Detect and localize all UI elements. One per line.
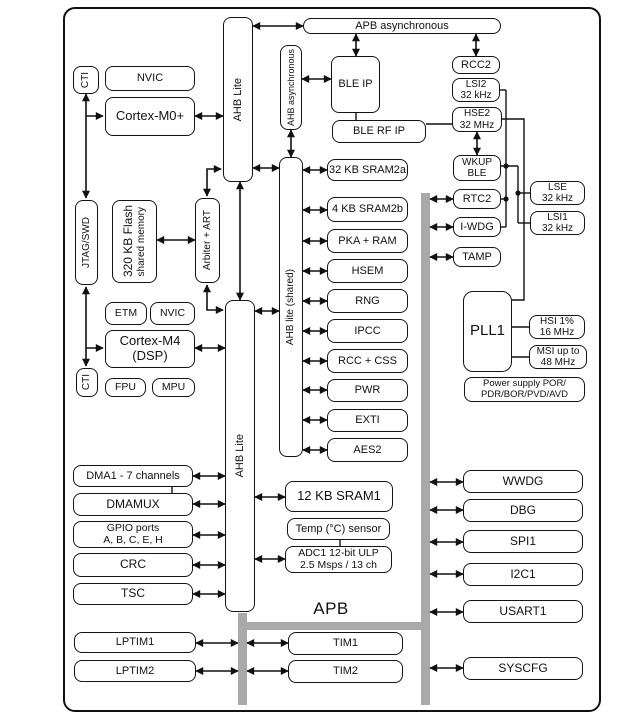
label: APB (313, 599, 349, 618)
block-wkup-ble (453, 155, 501, 181)
block-lptim2 (74, 660, 196, 682)
label: ETM (114, 306, 138, 319)
label: NVIC (136, 72, 164, 85)
label: DMA1 - 7 channels (86, 469, 180, 482)
apb-bus-bar-horizontal (238, 622, 430, 630)
label: JTAG/SWD (80, 217, 92, 268)
block-flash (112, 200, 157, 283)
label: Cortex-M0+ (115, 108, 185, 124)
label-line1: LSI1 (547, 211, 568, 223)
label-line2: PDR/BOR/PVD/AVD (481, 388, 568, 400)
label: CTI (80, 71, 92, 89)
label-line2: 32 kHz (541, 193, 574, 204)
label-line2: A, B, C, E, H (103, 533, 163, 546)
block-lsi2 (452, 78, 500, 102)
label: I2C1 (510, 566, 536, 581)
label: Arbiter + ART (201, 210, 213, 271)
label: I-WDG (460, 220, 494, 233)
bus-ahb-lite-shared (279, 157, 303, 457)
block-hsem (327, 259, 408, 283)
block-sram2b (327, 197, 408, 222)
label-line2: 32 kHz (541, 223, 574, 234)
label: TIM2 (332, 665, 359, 678)
label: BLE IP (338, 78, 373, 91)
label-line2: 48 MHz (540, 357, 576, 368)
label: Temp (°C) sensor (295, 522, 382, 535)
label: 32 KB SRAM2a (328, 163, 407, 176)
label: PLL1 (469, 322, 506, 340)
block-rcc2 (452, 56, 500, 74)
block-iwdg (453, 217, 501, 237)
block-i2c1 (463, 563, 583, 586)
label: LPTIM1 (115, 636, 155, 649)
label: AHB Lite (233, 434, 246, 478)
label: AES2 (353, 443, 382, 456)
block-crc (73, 553, 193, 577)
block-ipcc (327, 319, 408, 343)
label-line2: 16 MHz (539, 327, 575, 338)
block-temp-sensor (287, 518, 390, 540)
label: 12 KB SRAM1 (297, 488, 381, 504)
block-rng (327, 289, 408, 313)
label-line2: (DSP) (132, 348, 168, 363)
label: TSC (121, 586, 145, 601)
block-tamp (453, 247, 501, 267)
label: CRC (120, 557, 146, 572)
label: FPU (115, 380, 136, 393)
label: APB asynchronous (355, 19, 449, 32)
label-line2: 2.5 Msps / 13 ch (299, 558, 378, 571)
label: SYSCFG (498, 660, 548, 675)
block-sram2a (327, 159, 408, 181)
block-syscfg (463, 657, 583, 680)
block-spi1 (463, 530, 583, 553)
label-line2: shared memory (136, 206, 148, 277)
label: DMAMUX (106, 496, 160, 511)
label-line1: 320 KB Flash (120, 205, 135, 278)
block-cti-cpu2 (76, 368, 98, 397)
block-mpu (152, 378, 195, 397)
label: RCC2 (461, 58, 491, 71)
label-line1: ADC1 12-bit ULP (298, 546, 379, 559)
label: BLE RF IP (353, 125, 405, 138)
block-cti-cpu1 (73, 66, 99, 94)
block-lsi1 (530, 211, 585, 235)
block-jtag-swd (75, 200, 98, 285)
label: AHB Lite (231, 77, 244, 122)
label-line1: WKUP (462, 156, 492, 168)
label: LPTIM2 (115, 664, 155, 677)
label: USART1 (499, 603, 547, 618)
block-nvic-cpu2 (150, 302, 195, 325)
label: NVIC (159, 306, 186, 319)
label: WWDG (502, 473, 544, 488)
block-tim1 (288, 632, 403, 655)
label-line1: GPIO ports (106, 521, 160, 534)
label-line1: LSI2 (465, 78, 487, 90)
block-pka (327, 229, 408, 253)
label-line2: BLE (467, 168, 487, 179)
block-wwdg (463, 470, 583, 493)
label: 4 KB SRAM2b (332, 203, 403, 216)
label: SPI1 (509, 533, 536, 548)
block-cortex-m4 (105, 330, 195, 368)
label-line2: 32 kHz (460, 90, 492, 101)
block-msi (529, 345, 587, 369)
block-rtc2 (453, 189, 501, 209)
block-cortex-m0 (105, 97, 195, 136)
label: RNG (355, 294, 380, 307)
label: TIM1 (332, 637, 359, 650)
block-nvic-cpu1 (105, 66, 195, 91)
block-ble-rf-ip (332, 120, 426, 143)
label-line1: Cortex-M4 (119, 333, 181, 349)
block-rcc-css (327, 349, 408, 373)
block-dma1 (73, 465, 193, 487)
label-line2: 32 MHz (459, 119, 495, 131)
bus-ahb-async (280, 45, 302, 130)
apb-bus-label (300, 598, 362, 620)
bus-ahb-lite-cpu2 (225, 300, 255, 612)
block-fpu (105, 378, 146, 397)
label: IPCC (354, 324, 381, 337)
label: HSEM (351, 264, 384, 277)
block-etm (105, 302, 147, 325)
label: TAMP (462, 250, 492, 263)
block-pll1 (463, 291, 512, 372)
label: PWR (354, 384, 381, 397)
block-pwr (327, 379, 408, 402)
block-dbg (463, 499, 583, 522)
label: MPU (161, 380, 186, 393)
label: AHB asynchronous (285, 48, 296, 127)
label-line1: LSE (548, 181, 567, 193)
label: CTI (81, 374, 93, 391)
bus-apb-async (303, 18, 501, 34)
block-hsi (529, 315, 585, 339)
block-power-supply (464, 377, 585, 402)
block-aes2 (327, 438, 408, 462)
label-line1: HSI 1% (540, 315, 574, 327)
block-tim2 (288, 660, 403, 683)
label: RTC2 (462, 192, 492, 205)
block-adc1 (285, 546, 392, 573)
block-tsc (73, 583, 193, 605)
block-lse (530, 181, 585, 205)
label-line1: Power supply POR/ (483, 377, 566, 389)
block-lptim1 (74, 632, 196, 653)
block-dmamux (73, 493, 193, 516)
label: DBG (509, 502, 536, 517)
label-line1: HSE2 (463, 108, 491, 120)
block-usart1 (463, 600, 583, 623)
bus-arbiter-art (195, 198, 220, 283)
label: EXTI (355, 414, 380, 427)
block-gpio (73, 521, 193, 548)
label: AHB lite (shared) (285, 268, 297, 346)
label: PKA + RAM (338, 234, 397, 247)
block-ble-ip (331, 56, 380, 113)
block-exti (327, 409, 408, 432)
bus-ahb-lite-cpu1 (223, 17, 253, 182)
block-hse2 (452, 107, 502, 132)
label-line1: MSI up to (536, 345, 580, 357)
block-sram1 (285, 481, 393, 512)
label: RCC + CSS (338, 354, 397, 367)
